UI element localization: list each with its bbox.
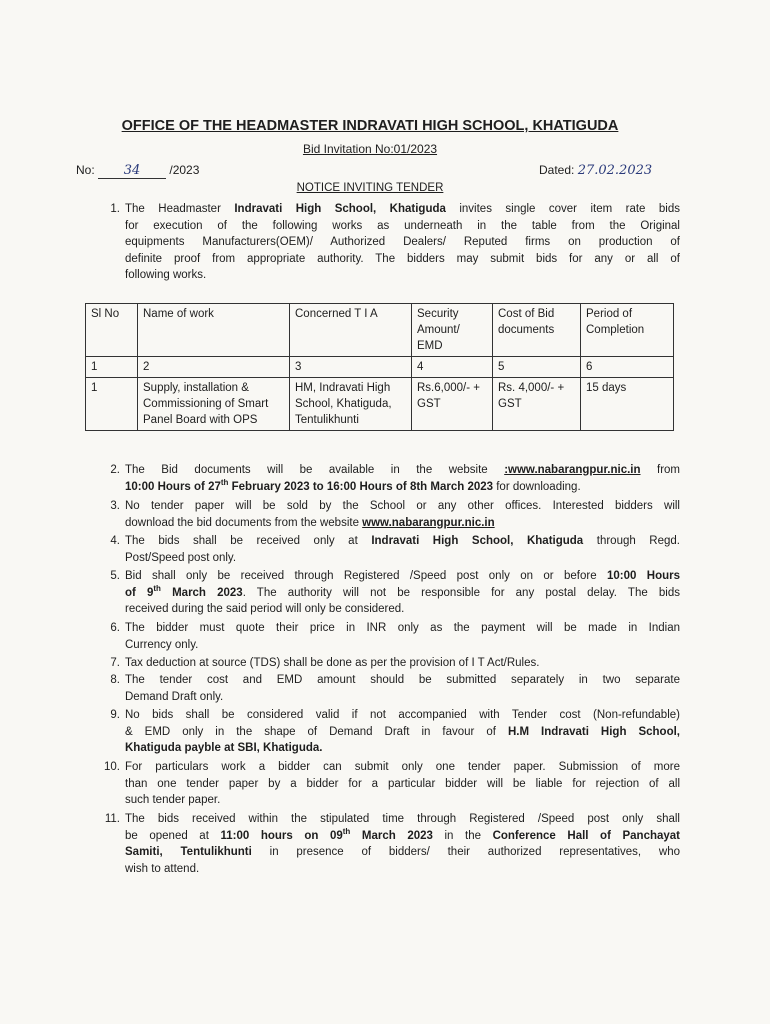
item-number: 7. <box>110 657 120 669</box>
item-text <box>125 672 680 705</box>
notice-title: NOTICE INVITING TENDER <box>296 182 444 194</box>
item-line: Bid shall only be received through Registered /Speed post only on or before 10:00 Hours <box>125 570 680 582</box>
item-text <box>125 533 680 566</box>
intro-number: 1. <box>110 203 120 215</box>
item-number: 9. <box>110 709 120 721</box>
cell-period: 15 days <box>581 378 674 431</box>
index-cell: 6 <box>581 357 674 378</box>
cell-sl: 1 <box>86 378 138 431</box>
item-line: download the bid documents from the website www.nabarangpur.nic.in <box>125 516 495 529</box>
item-number: 3. <box>110 500 120 512</box>
index-cell: 4 <box>412 357 493 378</box>
cell-cost: Rs. 4,000/- + GST <box>493 378 581 431</box>
intro-line: equipments Manufacturers(OEM)/ Authorized Dealers/ Reputed firms on production of <box>125 236 680 248</box>
item-number: 11. <box>104 813 120 825</box>
item-line: 10:00 Hours of 27th February 2023 to 16:00 Hours of 8th March 2023 for downloading. <box>125 477 581 493</box>
cell-tia: HM, Indravati High School, Khatiguda, Tentulikhunti <box>290 378 412 431</box>
item-line: No tender paper will be sold by the School or any other offices. Interested bidders will <box>125 500 680 512</box>
header-name-of-work: Name of work <box>138 304 290 357</box>
item-line: Samiti, Tentulikhunti in presence of bidders/ their authorized representatives, who <box>125 846 680 858</box>
intro-line: following works. <box>125 269 207 281</box>
letter-number <box>76 163 199 179</box>
works-table <box>85 303 674 431</box>
table-header-row <box>86 304 674 357</box>
item-text <box>125 568 680 618</box>
intro-line: for execution of the following works as underneath in the table from the Original <box>125 219 680 232</box>
index-cell: 2 <box>138 357 290 378</box>
item-line: received during the said period will only be considered. <box>125 603 405 615</box>
item-line: of 9th March 2023. The authority will not be responsible for any postal delay. The bids <box>125 583 680 599</box>
header-cost-of-bid: Cost of Bid documents <box>493 304 581 357</box>
item-text <box>125 620 680 653</box>
cell-emd: Rs.6,000/- + GST <box>412 378 493 431</box>
table-index-row <box>86 357 674 378</box>
intro-text <box>125 201 680 284</box>
item-line: The bids received within the stipulated time through Registered /Speed post only shall <box>125 813 680 825</box>
item-line: & EMD only in the shape of Demand Draft in favour of H.M Indravati High School, <box>125 725 680 738</box>
index-cell: 3 <box>290 357 412 378</box>
letter-date <box>539 163 652 178</box>
item-line: Post/Speed post only. <box>125 551 237 564</box>
date-value: 27.02.2023 <box>577 163 653 178</box>
item-text <box>125 462 680 495</box>
item-text <box>125 811 680 877</box>
office-title: OFFICE OF THE HEADMASTER INDRAVATI HIGH SCHOOL, KHATIGUDA <box>121 118 619 134</box>
item-line: Khatiguda payble at SBI, Khatiguda. <box>125 742 323 754</box>
item-line: The Bid documents will be available in the website :www.nabarangpur.nic.in from <box>125 464 681 476</box>
item-line: Tax deduction at source (TDS) shall be done as per the provision of I T Act/Rules. <box>125 657 540 669</box>
item-line: The bidder must quote their price in INR only as the payment will be made in Indian <box>125 622 680 634</box>
item-line: be opened at 11:00 hours on 09th March 2023 in the Conference Hall of Panchayat <box>125 826 681 842</box>
intro-line: definite proof from appropriate authority. The bidders may submit bids for any or all of <box>125 252 680 265</box>
item-line: wish to attend. <box>125 862 200 875</box>
letter-number-handwritten: 34 <box>98 164 166 179</box>
header-period: Period of Completion <box>581 304 674 357</box>
item-line: Demand Draft only. <box>125 690 224 703</box>
item-number: 2. <box>110 464 120 476</box>
table-row <box>86 378 674 431</box>
item-line: For particulars work a bidder can submit only one tender paper. Submission of more <box>125 761 680 773</box>
item-line: The bids shall be received only at Indravati High School, Khatiguda through Regd. <box>125 535 680 547</box>
item-text <box>125 707 680 757</box>
index-cell: 1 <box>86 357 138 378</box>
header-sl-no: Sl No <box>86 304 138 357</box>
letter-number-label: No: <box>76 163 95 177</box>
item-number: 6. <box>110 622 120 634</box>
item-number: 10. <box>104 761 120 773</box>
item-line: Currency only. <box>125 638 199 651</box>
item-number: 4. <box>110 535 120 547</box>
item-number: 8. <box>110 674 120 686</box>
item-line: No bids shall be considered valid if not accompanied with Tender cost (Non-refundable) <box>125 709 680 721</box>
item-text <box>125 759 680 809</box>
letter-number-year: /2023 <box>169 163 200 177</box>
item-text <box>125 655 680 672</box>
cell-work: Supply, installation & Commissioning of Smart Panel Board with OPS <box>138 378 290 431</box>
index-cell: 5 <box>493 357 581 378</box>
item-text <box>125 498 680 531</box>
item-line: The tender cost and EMD amount should be submitted separately in two separate <box>125 674 680 686</box>
intro-line: The Headmaster Indravati High School, Khatiguda invites single cover item rate bids <box>125 203 680 215</box>
header-concerned-tia: Concerned T I A <box>290 304 412 357</box>
date-label: Dated: <box>539 163 575 177</box>
item-line: such tender paper. <box>125 794 221 806</box>
item-line: than one tender paper by a bidder for a particular bidder will be liable for rejection of all <box>125 777 680 790</box>
bid-invitation-number: Bid Invitation No:01/2023 <box>302 142 438 156</box>
item-number: 5. <box>110 570 120 582</box>
header-security-emd: Security Amount/ EMD <box>412 304 493 357</box>
